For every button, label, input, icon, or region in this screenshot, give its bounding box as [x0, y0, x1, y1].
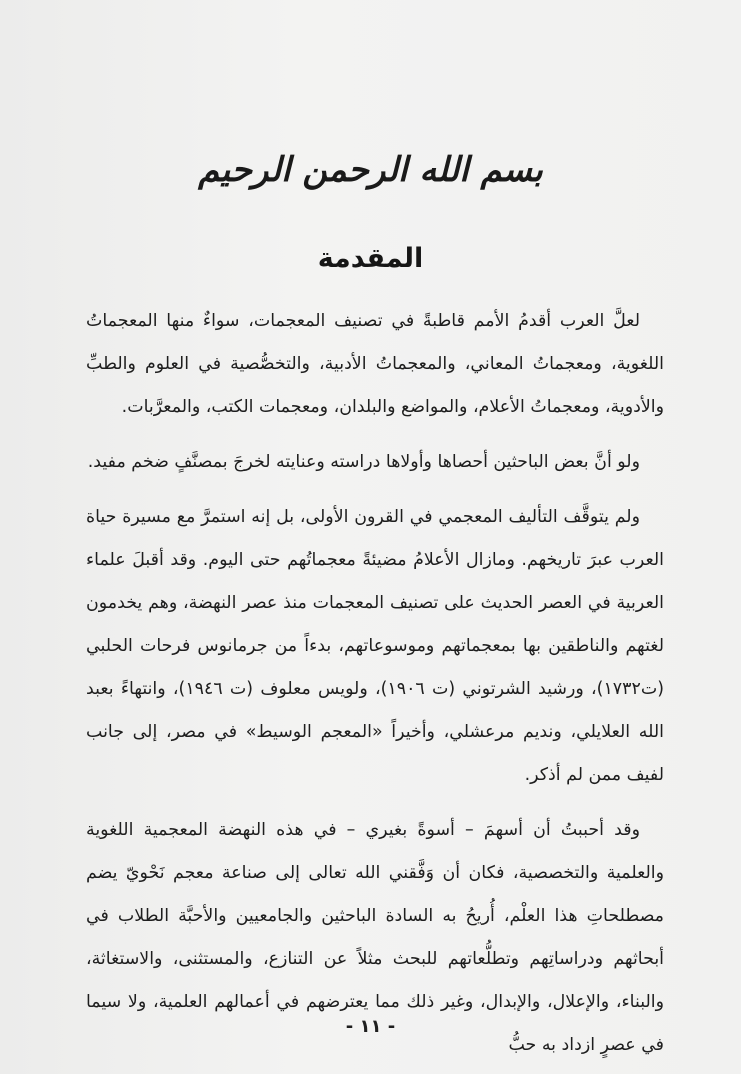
paragraph: لعلَّ العرب أقدمُ الأمم قاطبةً في تصنيف المعجمات، سواءٌ منها المعجماتُ اللغوية، ومعجماتُ المعاني، والمعجماتُ الأدبية، والتخصُّصية في العلوم والطبِّ والأدوية، ومعجماتُ الأعلام، والمواضع والبلدان، ومعجمات الكتب، والمعرَّبات.	[86, 311, 664, 417]
paragraph: ولم يتوقَّف التأليف المعجمي في القرون الأولى، بل إنه استمرَّ مع مسيرة حياة العرب عبرَ تاريخهم. ومازال الأعلامُ مضيئةً معجماتُهم حتى اليوم. وقد أقبلَ علماء العربية في العصر الحديث على تصنيف المعجمات منذ عصر النهضة، وهم يخدمون لغتهم والناطقين بها بمعجماتهم وموسوعاتهم، بدءاً من جرمانوس فرحات الحلبي (ت١٧٣٢)، ورشيد الشرتوني (ت ١٩٠٦)، ولويس معلوف (ت ١٩٤٦)، وانتهاءً بعبد الله العلايلي، ونديم مرعشلي، وأخيراً «المعجم الوسيط» في مصر، إلى جانب لفيف ممن لم أذكر.	[86, 507, 664, 785]
basmala-calligraphy: بسم الله الرحمن الرحيم	[198, 150, 543, 190]
paragraph: وقد أحببتُ أن أسهمَ – أسوةً بغيري – في هذه النهضة المعجمية اللغوية والعلمية والتخصصية، فكان أن وَفَّقني الله تعالى إلى صناعة معجم نَحْويّ يضم مصطلحاتِ هذا العلْم، أُريحُ به السادة الباحثين والجامعيين والأحبَّة الطلاب في أبحاثهم ودراساتِهم وتطلُّعاتهم للبحث مثلاً عن التنازع، والمستثنى، والاستغاثة، والبناء، والإعلال، والإبدال، وغير ذلك مما يعترضهم في أعمالهم العلمية، ولا سيما في عصرٍ ازداد به حبُّ	[86, 820, 664, 1055]
body-text	[86, 300, 664, 1067]
page-number: - ١١ -	[345, 1016, 396, 1037]
page-title: المقدمة	[317, 243, 424, 274]
paragraph: ولو أنَّ بعض الباحثين أحصاها وأولاها دراسته وعنايته لخرجَ بمصنَّفٍ ضخم مفيد.	[87, 452, 640, 472]
